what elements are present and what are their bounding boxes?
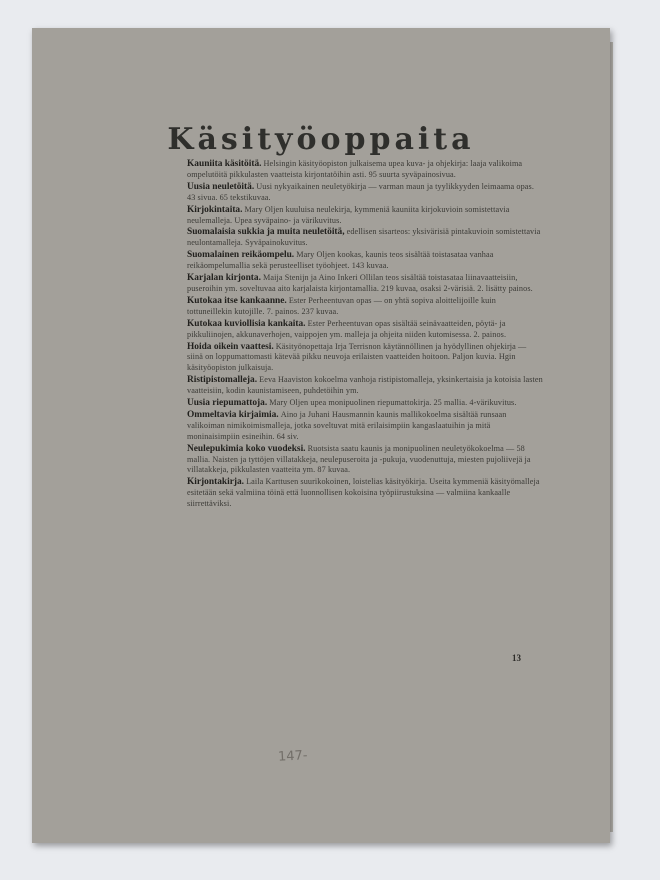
- book-description: Aino ja Juhani Hausmannin kaunis mallikokoelma sisältää runsaan valikoiman nimikoimismalleja, jotka soveltuvat mitä erilaisimpiin kangaslaatuihin ja mitä moninaisimpiin esineihin. 64 siv.: [187, 409, 507, 441]
- book-description: Ester Perheentuvan opas — on yhtä sopiva aloittelijoille kuin tottuneillekin kutojille. 7. painos. 237 kuvaa.: [187, 295, 496, 316]
- book-title: Hoida oikein vaattesi.: [187, 341, 274, 352]
- book-description: Mary Oljen upea monipuolinen riepumattokirja. 25 mallia. 4-värikuvitus.: [269, 398, 517, 408]
- book-description: Maija Stenijn ja Aino Inkeri Ollilan teos sisältää toistasataa liinavaatteisiin, puseroihin ym. soveltuvaa aito karjalaista kirjontamallia. 219 kuvaa, osaksi 2-värisiä. 2. lisätty painos.: [187, 273, 533, 293]
- book-description: Uusi nykyaikainen neuletyökirja — varman maun ja tyylikkyyden leimaama opas. 43 sivua. 65 tekstikuvaa.: [187, 181, 534, 202]
- book-description: Laila Karttusen suurikokoinen, loistelias käsityökirja. Useita kymmeniä käsityömalleja esitetään sekä valmiina töinä että luonnollisen kokoisina työpiirustuksina — valmiina kankaalle siirrettäviksi.: [187, 477, 540, 509]
- list-item: [187, 250, 543, 272]
- book-description: edellisen sisarteos: yksivärisiä pintakuvioin somistettavia neulontamalleja. Syväpainokuvitus.: [187, 227, 541, 248]
- book-description: Eeva Haaviston kokoelma vanhoja ristipistomalleja, yksinkertaisia ja kotoisia lasten vaatteisiin, kodin kaunistamiseen, puhdetöihin ym.: [187, 375, 543, 396]
- book-description: Mary Oljen kookas, kaunis teos sisältää toistasataa vanhaa reikäompelumallia sekä perusteelliset työohjeet. 143 kuvaa.: [187, 250, 494, 271]
- list-item: [187, 375, 543, 397]
- book-description: Helsingin käsityöopiston julkaisema upea kuva- ja ohjekirja: laaja valikoima ompelutöitä pikkulasten vaatteista kirjontatöihin asti. 95 suurta syväpainosivua.: [187, 159, 523, 179]
- book-title: Kirjontakirja.: [187, 477, 245, 488]
- book-description: Ester Perheentuvan opas sisältää seinävaatteiden, pöytä- ja pikkuliinojen, akkunaverhojen, vaippojen ym. malleja ja ohjeita niiden kutomisessa. 2. painos.: [187, 318, 507, 339]
- book-title: Neulepukimia koko vuodeksi.: [187, 443, 306, 454]
- list-item: [187, 227, 543, 249]
- list-item: [187, 477, 543, 510]
- list-item: [187, 296, 543, 318]
- list-item: [187, 159, 543, 181]
- book-list: [187, 159, 543, 511]
- list-item: [187, 273, 543, 295]
- book-description: Käsityönopettaja Irja Terrisnon käytännöllinen ja hyödyllinen ohjekirja — siinä on loppumattomasti kätevää pikku neuvoja erilaisten vaatteiden hoitoon. Paljon kuvia. Hgin käsityöopiston julkaisuja.: [187, 341, 527, 373]
- list-item: [187, 319, 543, 341]
- book-title: Suomalainen reikäompelu.: [187, 250, 295, 261]
- book-title: Kauniita käsitöitä.: [187, 159, 262, 169]
- book-title: Kutokaa kuviollisia kankaita.: [187, 318, 306, 329]
- page-number: 13: [512, 653, 521, 663]
- book-description: Mary Oljen kuuluisa neulekirja, kymmeniä kauniita kirjokuvioin somistettavia neulemalleja. Upea syväpaino- ja värikuvitus.: [187, 204, 510, 225]
- list-item: [187, 398, 543, 409]
- list-item: [187, 205, 543, 227]
- list-item: [187, 444, 543, 477]
- book-back-cover: [32, 28, 610, 843]
- list-item: [187, 182, 543, 204]
- book-title: Ristipistomalleja.: [187, 375, 258, 386]
- book-description: Ruotsista saatu kaunis ja monipuolinen neuletyökokoelma — 58 mallia. Naisten ja tyttöjen villatakkeja, neulepuseroita ja -pukuja, vuodenuttuja, miesten pujoliivejä ja villatakkeja, pikkulasten vaatteita ym. 87 kuvaa.: [187, 443, 531, 475]
- page-title: Käsityöoppaita: [167, 122, 475, 157]
- book-title: Ommeltavia kirjaimia.: [187, 409, 279, 420]
- list-item: [187, 342, 543, 375]
- book-title: Uusia riepumattoja.: [187, 398, 268, 409]
- book-title: Suomalaisia sukkia ja muita neuletöitä,: [187, 227, 345, 238]
- book-title: Uusia neuletöitä.: [187, 181, 255, 192]
- pencil-annotation: 147-: [277, 748, 308, 765]
- book-title: Kutokaa itse kankaanne.: [187, 295, 287, 306]
- list-item: [187, 410, 543, 443]
- book-title: Karjalan kirjonta.: [187, 273, 261, 284]
- book-title: Kirjokintaita.: [187, 204, 243, 215]
